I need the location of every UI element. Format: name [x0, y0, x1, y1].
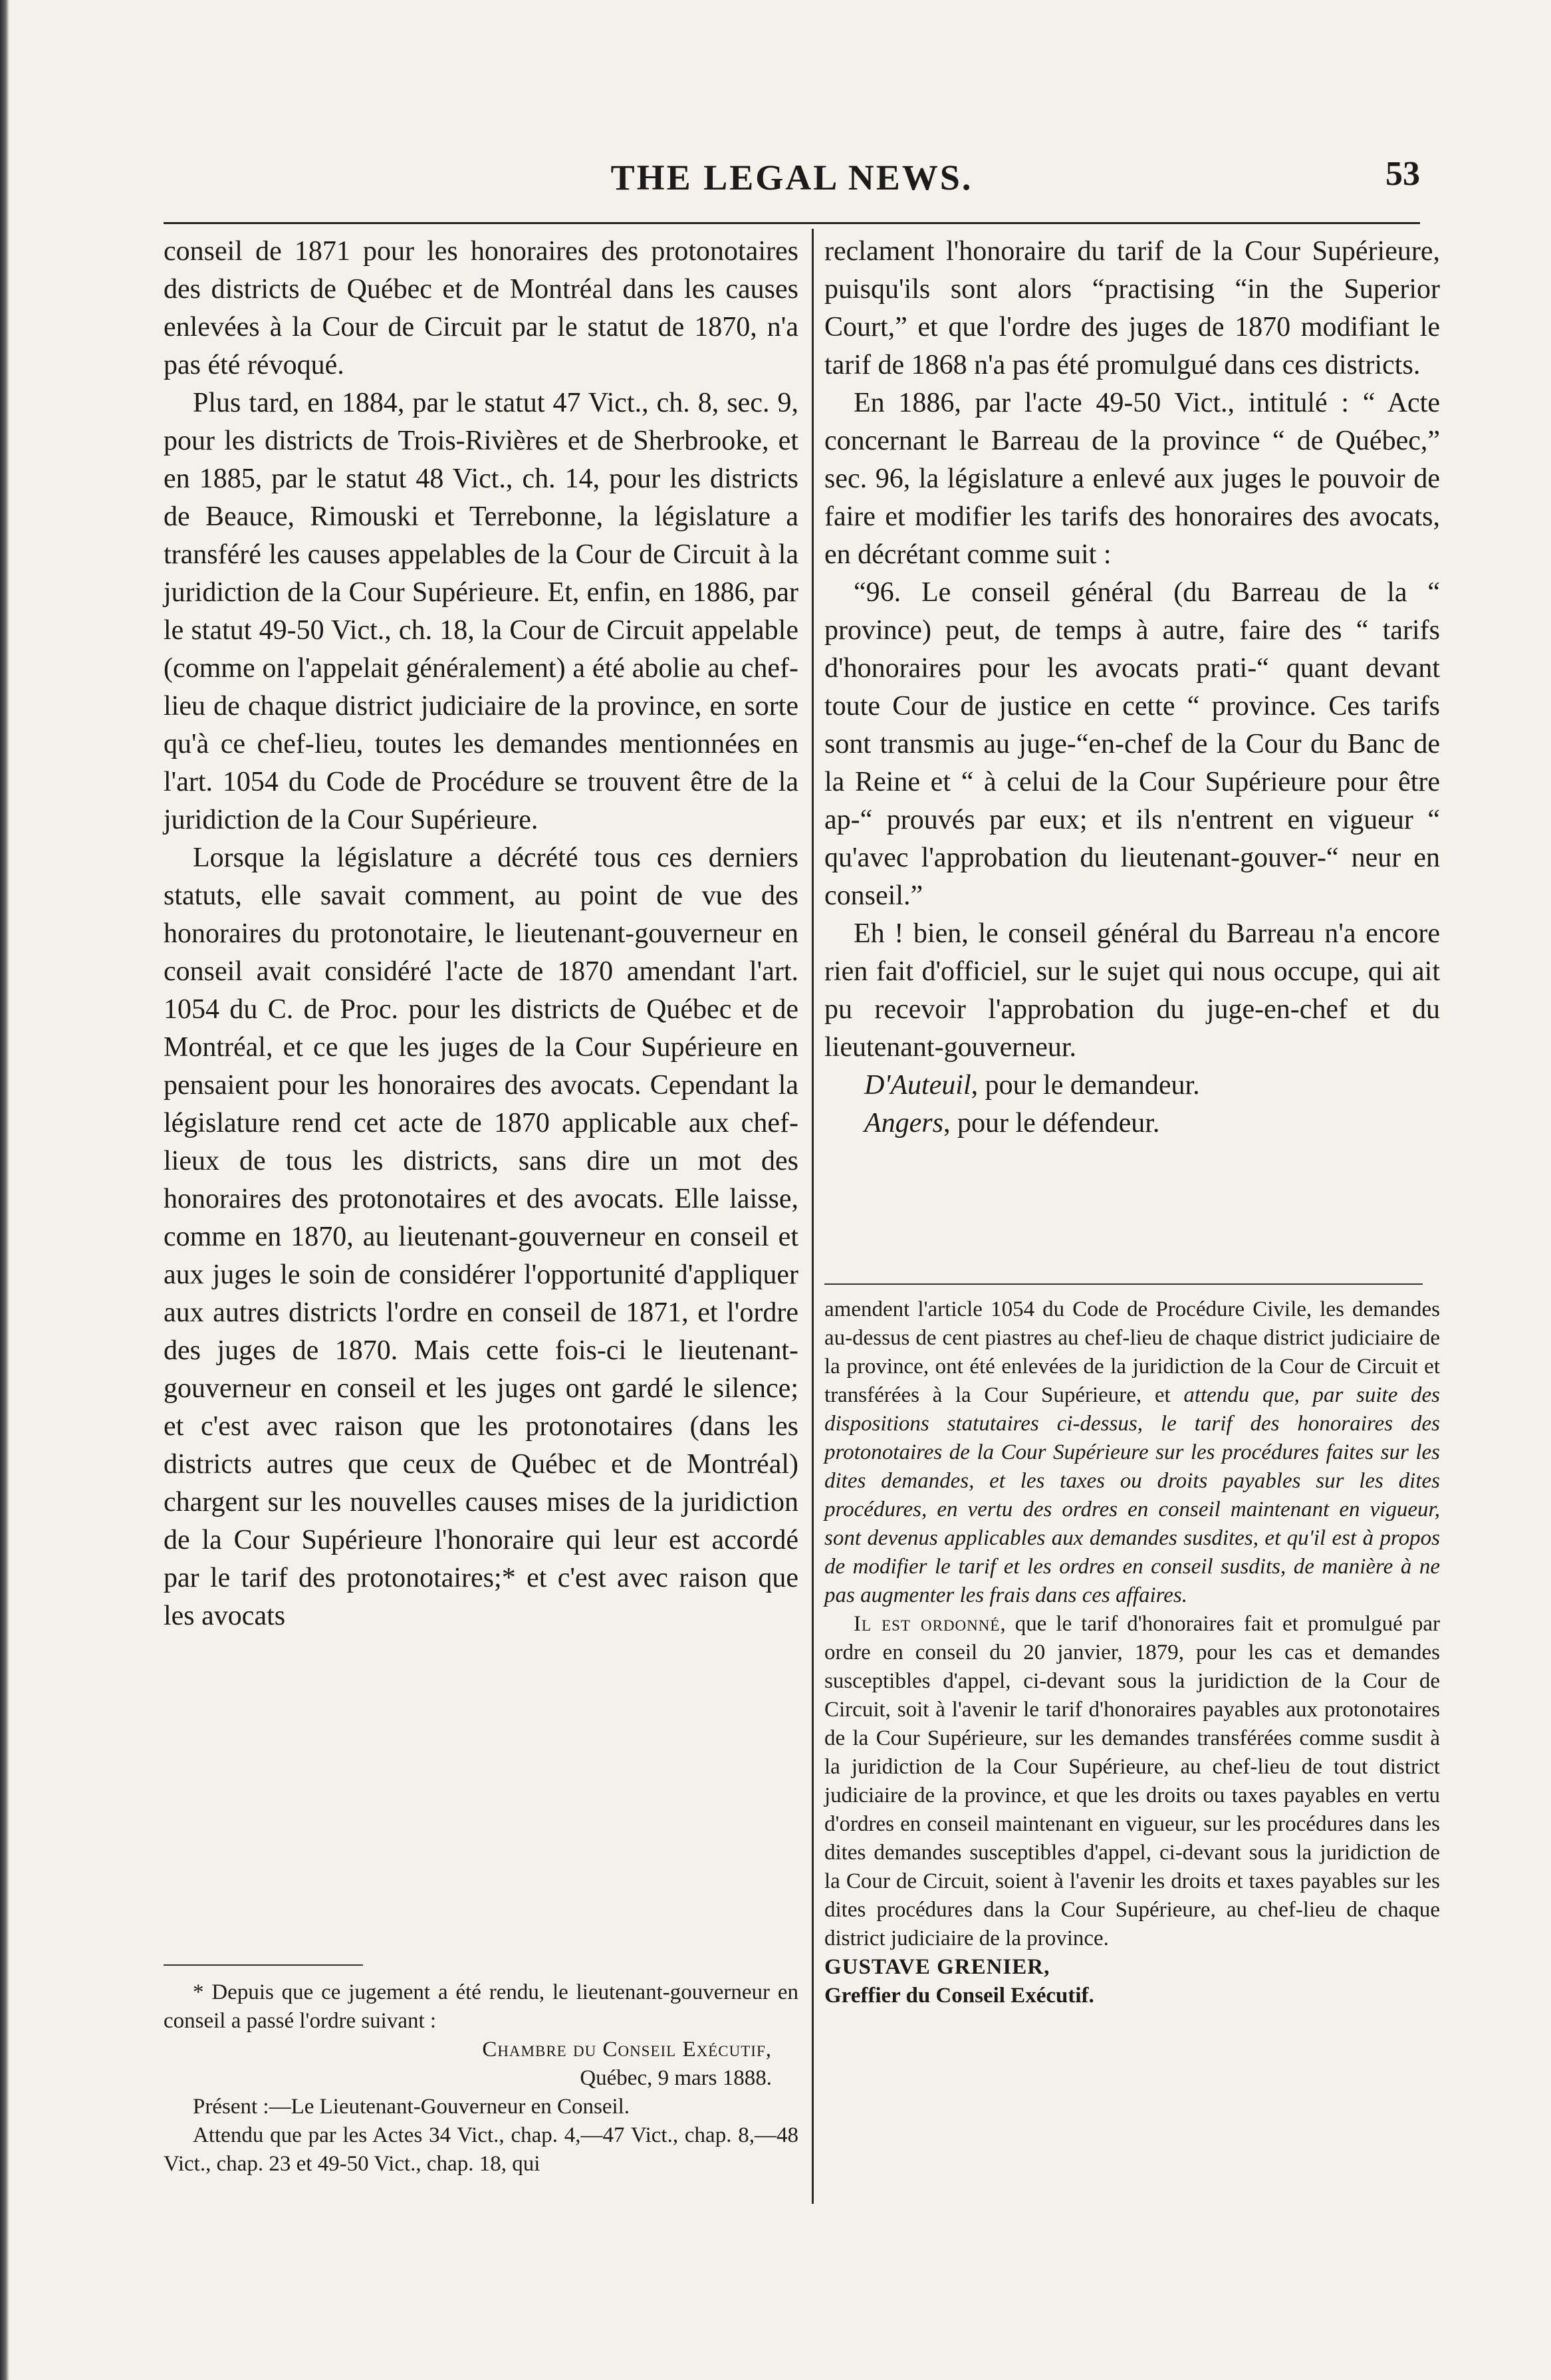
footnote-rule — [164, 1964, 363, 1966]
quoted-statute: “96. Le conseil général (du Barreau de la “ province) peut, de temps à autre, faire des “ tarifs d'honoraires pour les avocats prati-“ quant devant toute Cour de justice en cette “ province. Ces tarifs sont transmis au juge-“en-chef de la Cour du Banc de la Reine et “ à celui de la Cour Supérieure pour être ap-“ prouvés par eux; et ils n'entrent en vigueur “ qu'avec l'approbation du lieutenant-gouver-“ neur en conseil.” — [824, 577, 1440, 911]
footnote-italic: attendu que, par suite des dispositions statutaires ci-dessus, le tarif des honoraires des protonotaires de la Cour Supérieure sur les procédures faites sur les dites demandes, et les taxes ou droits payables sur les dites procédures, en vertu des ordres en conseil maintenant en vigueur, sont devenus applicables aux demandes susdites, et qu'il est à propos de modifier le tarif et les ordres en conseil susdits, de manière à ne pas augmenter les frais dans ces affaires. — [824, 1383, 1440, 1607]
footnote-paragraph — [824, 1610, 1440, 1953]
paragraph: En 1886, par l'acte 49-50 Vict., intitulé : “ Acte concernant le Barreau de la province “ de Québec,” sec. 96, la législature a enlevé aux juges le pouvoir de faire et modifier les tarifs des honoraires des avocats, en décrétant comme suit : — [824, 388, 1440, 570]
counsel-defendant-role: , pour le défendeur. — [943, 1108, 1160, 1138]
footnote-ordonne: Il est ordonné — [854, 1612, 1001, 1636]
paragraph: Lorsque la législature a décrété tous ces derniers statuts, elle savait comment, au point de vue des honoraires du protonotaire, le lieutenant-gouverneur en conseil avait considéré l'acte de 1870 amendant l'art. 1054 du C. de Proc. pour les districts de Québec et de Montréal, et ce que les juges de la Cour Supérieure en pensaient pour les honoraires des avocats. Cependant la législature rend cet acte de 1870 applicable aux chef-lieux de tous les districts, sans dire un mot des honoraires des protonotaires et des avocats. Elle laisse, comme en 1870, au lieutenant-gouverneur en conseil et aux juges le soin de considérer l'opportunité d'appliquer aux autres districts l'ordre en conseil de 1871, et l'ordre des juges de 1870. Mais cette fois-ci le lieutenant-gouverneur en conseil et les juges ont gardé le silence; et c'est avec raison que les protonotaires (dans les districts autres que ceux de Québec et de Montréal) chargent sur les nouvelles causes mises de la juridiction de la Cour Supérieure l'honoraire qui leur est accordé par le tarif des protonotaires;* et c'est avec raison que les avocats — [164, 843, 798, 1631]
footnote-present: Présent :—Le Lieutenant-Gouverneur en Conseil. — [193, 2095, 630, 2119]
right-footnote — [824, 1295, 1440, 2010]
paragraph: conseil de 1871 pour les honoraires des protonotaires des districts de Québec et de Montréal dans les causes enlevées à la Cour de Circuit par le statut de 1870, n'a pas été révoqué. — [164, 236, 798, 380]
footnote-rule — [824, 1283, 1423, 1285]
journal-title: THE LEGAL NEWS. — [610, 158, 973, 198]
column-divider — [812, 229, 814, 2204]
footnote-plain: amendent l'article 1054 du Code de Procédure Civile, les demandes au-dessus de cent piastres au chef-lieu de chaque district judiciaire de la province, ont été enlevées de la juridiction de la Cour de Circuit et transférées à la Cour Supérieure, et — [824, 1297, 1440, 1407]
footnote-chambre: Chambre du Conseil Exécutif, — [482, 2038, 772, 2061]
footnote-text: * Depuis que ce jugement a été rendu, le lieutenant-gouverneur en conseil a passé l'ordre suivant : — [164, 1980, 798, 2033]
footnote-date: Québec, 9 mars 1888. — [580, 2066, 772, 2090]
counsel-defendant — [824, 1105, 1440, 1142]
paragraph: reclament l'honoraire du tarif de la Cour Supérieure, puisqu'ils sont alors “practising “in the Superior Court,” et que l'ordre des juges de 1870 modifiant le tarif de 1868 n'a pas été promulgué dans ces districts. — [824, 236, 1440, 380]
counsel-plaintiff — [824, 1067, 1440, 1105]
counsel-plaintiff-role: , pour le demandeur. — [971, 1070, 1200, 1101]
page-number: 53 — [1385, 155, 1420, 193]
page-binding-edge — [0, 0, 9, 2380]
header-rule — [164, 222, 1420, 224]
counsel-defendant-name: Angers — [864, 1108, 943, 1138]
signer-title: Greffier du Conseil Exécutif. — [824, 1984, 1094, 2008]
right-column — [824, 233, 1440, 1142]
paragraph: Plus tard, en 1884, par le statut 47 Vict., ch. 8, sec. 9, pour les districts de Trois-Rivières et de Sherbrooke, et en 1885, par le statut 48 Vict., ch. 14, pour les districts de Beauce, Rimouski et Terrebonne, la législature a transféré les causes appelables de la Cour de Circuit à la juridiction de la Cour Supérieure. Et, enfin, en 1886, par le statut 49-50 Vict., ch. 18, la Cour de Circuit appelable (comme on l'appelait généralement) a été abolie au chef-lieu de chaque district judiciaire de la province, en sorte qu'à ce chef-lieu, toutes les demandes mentionnées en l'art. 1054 du Code de Procédure se trouvent être de la juridiction de la Cour Supérieure. — [164, 388, 798, 835]
left-column — [164, 233, 798, 1635]
paragraph: Eh ! bien, le conseil général du Barreau n'a encore rien fait d'officiel, sur le sujet qui nous occupe, qui ait pu recevoir l'approbation du juge-en-chef et du lieutenant-gouverneur. — [824, 918, 1440, 1063]
signer-name: GUSTAVE GRENIER, — [824, 1955, 1050, 1979]
footnote-order-text: , que le tarif d'honoraires fait et promulgué par ordre en conseil du 20 janvier, 1879, pour les cas et demandes susceptibles d'appel, ci-devant sous la juridiction de la Cour de Circuit, soit à l'avenir le tarif d'honoraires payables aux protonotaires de la Cour Supérieure, sur les demandes transférées comme susdit à la juridiction de la Cour Supérieure, au chef-lieu de tout district judiciaire de la province, et que les droits ou taxes payables en vertu d'ordres en conseil maintenant en vigueur, sur les procédures dans les dites demandes susceptibles d'appel, ci-devant sous la juridiction de la Cour de Circuit, soient à l'avenir les droits et taxes payables sur les dites procédures dans la Cour Supérieure, au chef-lieu de chaque district judiciaire de la province. — [824, 1612, 1440, 1950]
counsel-plaintiff-name: D'Auteuil — [864, 1070, 971, 1101]
footnote-paragraph — [824, 1295, 1440, 1610]
footnote-attendu: Attendu que par les Actes 34 Vict., chap. 4,—47 Vict., chap. 8,—48 Vict., chap. 23 et 49-50 Vict., chap. 18, qui — [164, 2123, 798, 2176]
left-footnote — [164, 1978, 798, 2179]
running-head — [164, 154, 1420, 201]
